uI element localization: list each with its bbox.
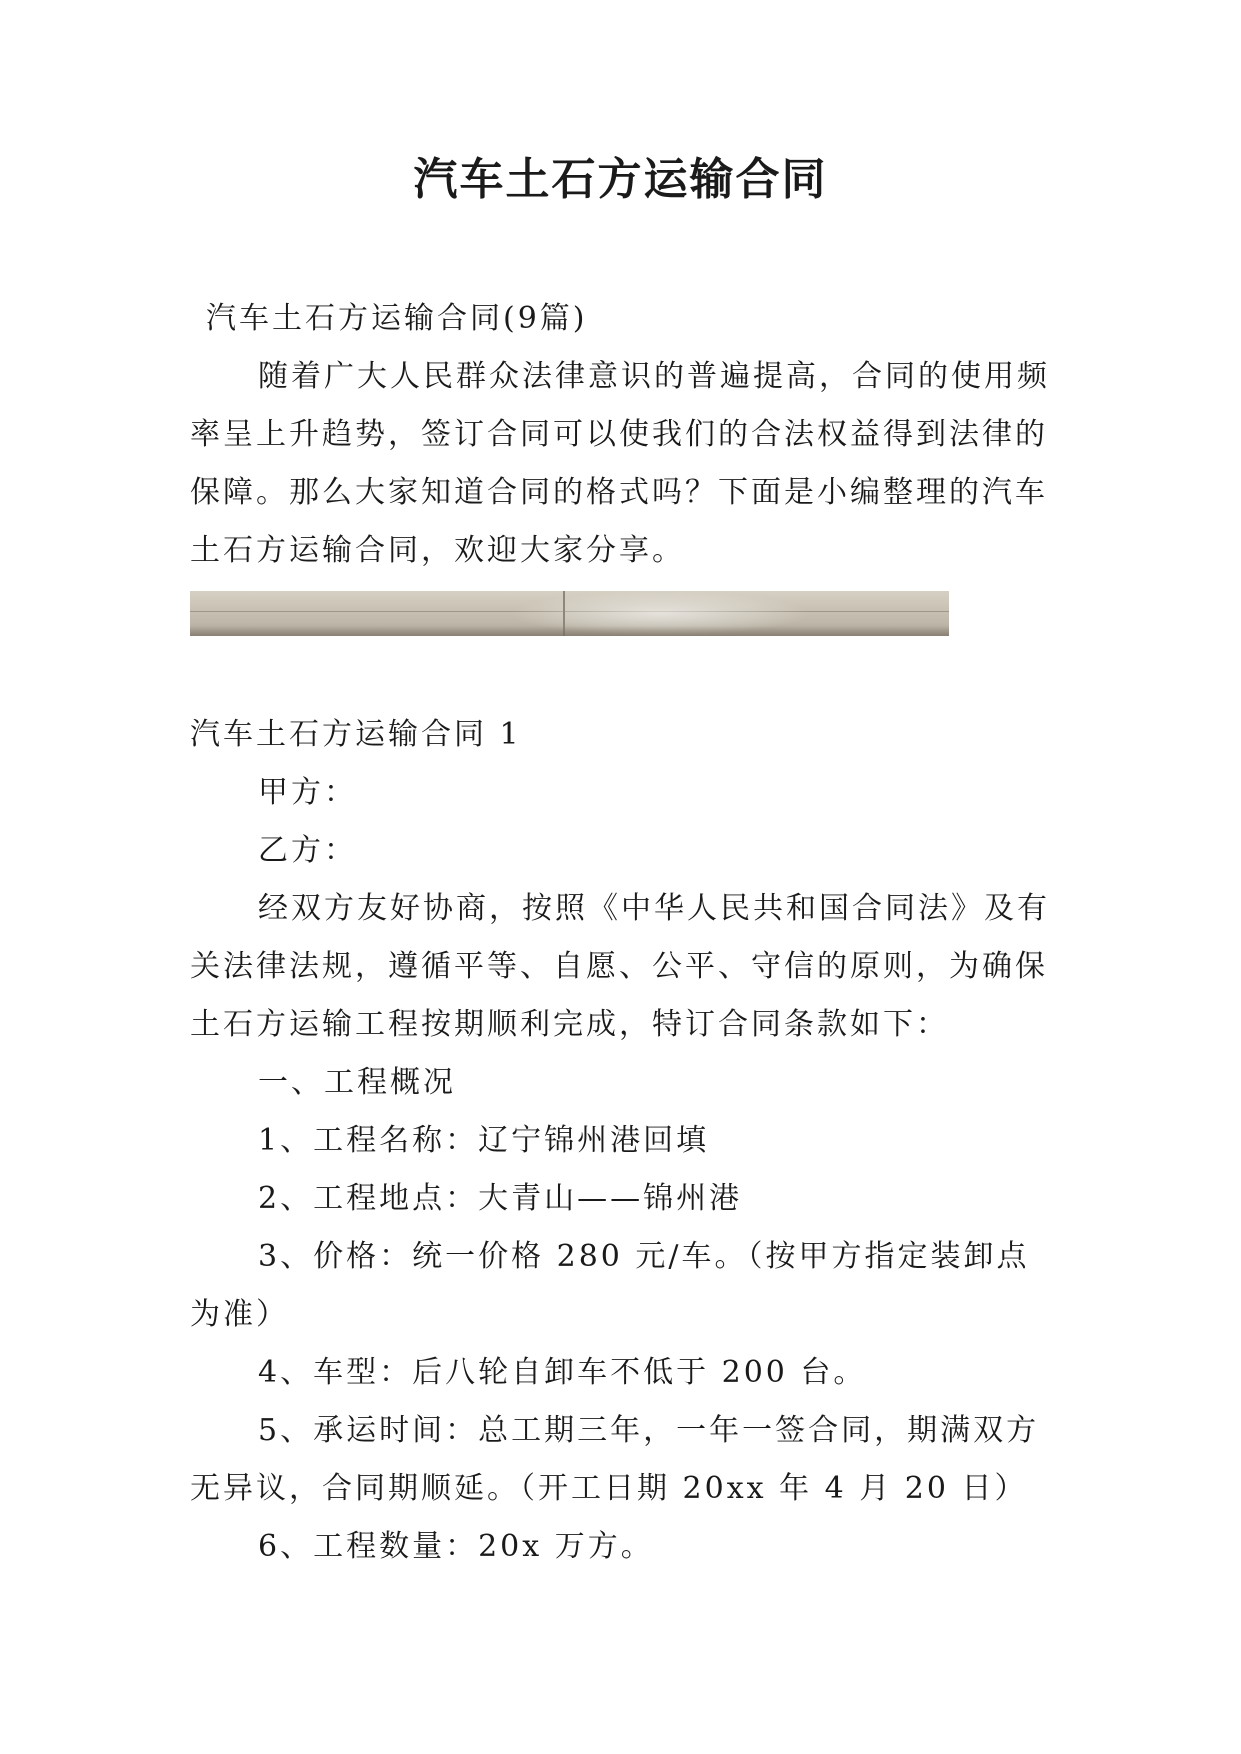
clause-heading: 一、工程概况 [258, 1065, 456, 1100]
document-body [190, 290, 1052, 1576]
clause-item: 4、车型：后八轮自卸车不低于 200 台。 [258, 1355, 867, 1390]
clause-item: 5、承运时间：总工期三年，一年一签合同，期满双方无异议，合同期顺延。（开工日期 20xx 年 4 月 20 日） [190, 1413, 1040, 1506]
document-title: 汽车土石方运输合同 [413, 154, 828, 205]
section-title: 汽车土石方运输合同 1 [190, 717, 522, 752]
document-subtitle: 汽车土石方运输合同(9篇) [206, 301, 588, 336]
clause-item: 1、工程名称：辽宁锦州港回填 [258, 1123, 710, 1158]
preamble-paragraph: 经双方友好协商，按照《中华人民共和国合同法》及有关法律法规，遵循平等、自愿、公平、守信的原则，为确保土石方运输工程按期顺利完成，特订合同条款如下： [190, 891, 1050, 1042]
decorative-photo [190, 591, 949, 636]
clause-item: 2、工程地点：大青山——锦州港 [258, 1181, 743, 1216]
party-b-line: 乙方： [258, 833, 357, 868]
party-a-line: 甲方： [258, 775, 357, 810]
intro-paragraph: 随着广大人民群众法律意识的普遍提高，合同的使用频率呈上升趋势，签订合同可以使我们的合法权益得到法律的保障。那么大家知道合同的格式吗？下面是小编整理的汽车土石方运输合同，欢迎大家分享。 [190, 359, 1050, 568]
clause-item: 3、价格：统一价格 280 元/车。（按甲方指定装卸点为准） [190, 1239, 1030, 1332]
clause-item: 6、工程数量：20x 万方。 [258, 1529, 654, 1564]
